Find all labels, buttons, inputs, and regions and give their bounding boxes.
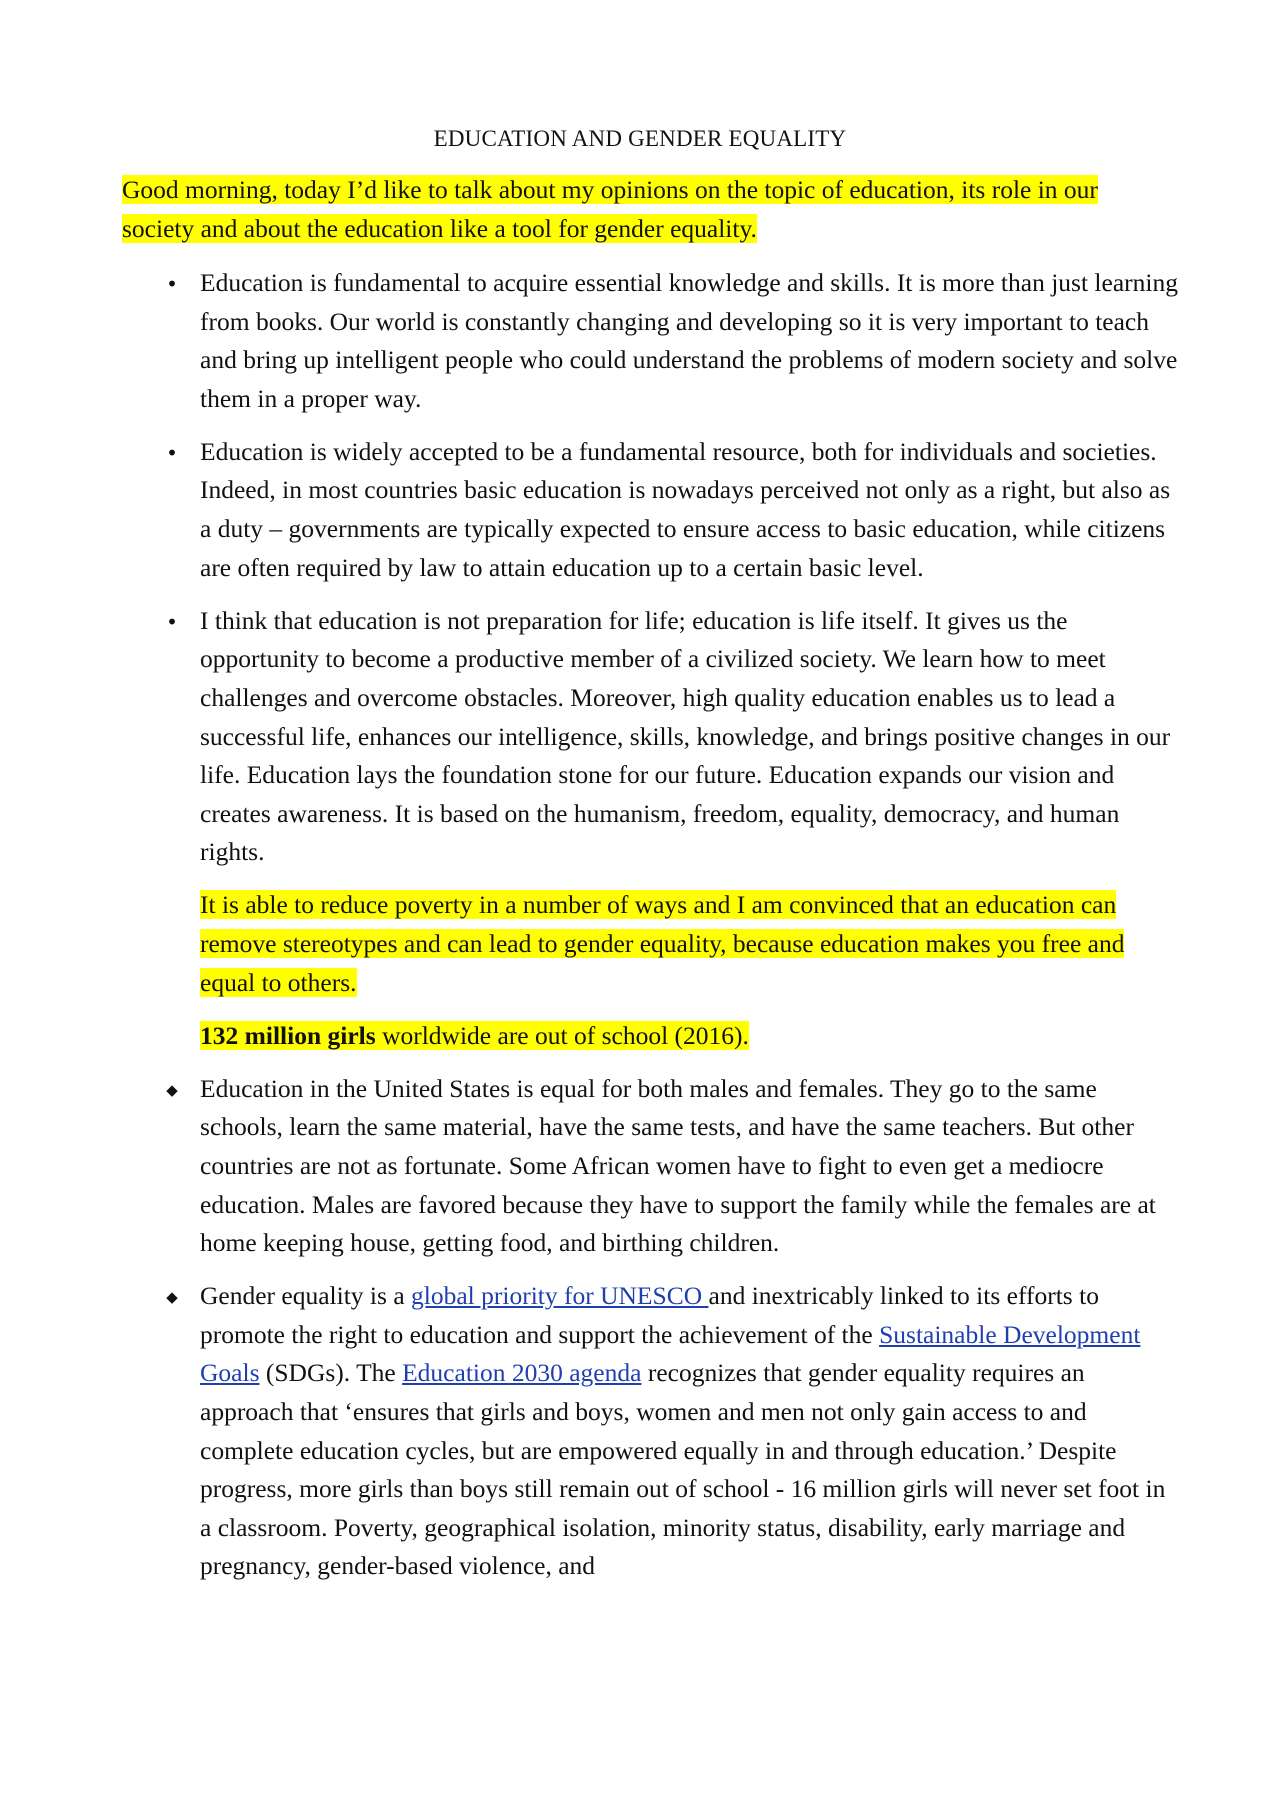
- text-segment: (SDGs). The: [259, 1358, 403, 1388]
- bullet-dot-icon: [160, 602, 184, 642]
- list-item-text: [200, 1281, 1165, 1580]
- sdgs-link[interactable]: Sustainable Development Goals: [200, 1319, 1141, 1388]
- bullet-diamond-icon: [160, 1277, 184, 1319]
- intro-paragraph: [122, 171, 1172, 248]
- unesco-priority-link[interactable]: global priority for UNESCO: [411, 1281, 709, 1311]
- bullet-dot-icon: [160, 264, 184, 304]
- list-item-text: I think that education is not preparation for life; education is life itself. It gives us the opportunity to become a productive member of a civilized society. We learn how to meet challenges and overcome obstacles. Moreover, high quality education enables us to lead a successful life, enhances our intelligence, skills, knowledge, and brings positive changes in our life. Education lays the foundation stone for our future. Education expands our vision and creates awareness. It is based on the humanism, freedom, equality, democracy, and human rights.: [200, 605, 1171, 867]
- statistic-rest: worldwide are out of school (2016).: [375, 1020, 749, 1050]
- list-item: [122, 1277, 1182, 1586]
- text-segment: recognizes that gender equality requires an approach that ‘ensures that girls and boys, women and men not only gain access to and complete education cycles, but are empowered equally in and through education.’ Despite progress, more girls than boys still remain out of school - 16 million girls will never set foot in a classroom. Poverty, geographical isolation, minority status, disability, early marriage and pregnancy, gender-based violence, and: [200, 1358, 1166, 1581]
- statistic-highlight: [200, 1021, 749, 1050]
- highlight-paragraph-text: It is able to reduce poverty in a number of ways and I am convinced that an education can remove stereotypes and can lead to gender equality, because education makes you free and equal to others.: [200, 890, 1125, 997]
- statistic-line: [122, 1017, 1182, 1056]
- list-item-text: Education in the United States is equal for both males and females. They go to the same schools, learn the same material, have the same tests, and have the same teachers. But other countries are not as fortunate. Some African women have to fight to even get a mediocre education. Males are favored because they have to support the family while the females are at home keeping house, getting food, and birthing children.: [200, 1073, 1156, 1258]
- list-item: [122, 602, 1182, 872]
- list-item: [122, 1070, 1182, 1263]
- highlight-paragraph: [122, 886, 1182, 1002]
- text-segment: Gender equality is a: [200, 1281, 412, 1311]
- education-2030-agenda-link[interactable]: Education 2030 agenda: [402, 1358, 642, 1388]
- list-item: [122, 264, 1182, 418]
- intro-highlighted-text: Good morning, today I’d like to talk about my opinions on the topic of education, its role in our society and about the education like a tool for gender equality.: [122, 175, 1098, 243]
- document-title: EDUCATION AND GENDER EQUALITY: [433, 126, 847, 151]
- bullet-list: [122, 264, 1182, 1601]
- bullet-diamond-icon: [160, 1070, 184, 1112]
- list-item: [122, 433, 1182, 587]
- bullet-dot-icon: [160, 433, 184, 473]
- text-segment: and inextricably linked to its efforts to promote the right to education and support the achievement of the: [200, 1281, 1099, 1349]
- statistic-bold: 132 million girls: [200, 1020, 376, 1050]
- list-item-text: Education is widely accepted to be a fundamental resource, both for individuals and societies. Indeed, in most countries basic education is nowadays perceived not only as a right, but also as a duty – governments are typically expected to ensure access to basic education, while citizens are often required by law to attain education up to a certain basic level.: [200, 436, 1171, 582]
- list-item-text: Education is fundamental to acquire essential knowledge and skills. It is more than just learning from books. Our world is constantly changing and developing so it is very important to teach and bring up intelligent people who could understand the problems of modern society and solve them in a proper way.: [200, 268, 1178, 413]
